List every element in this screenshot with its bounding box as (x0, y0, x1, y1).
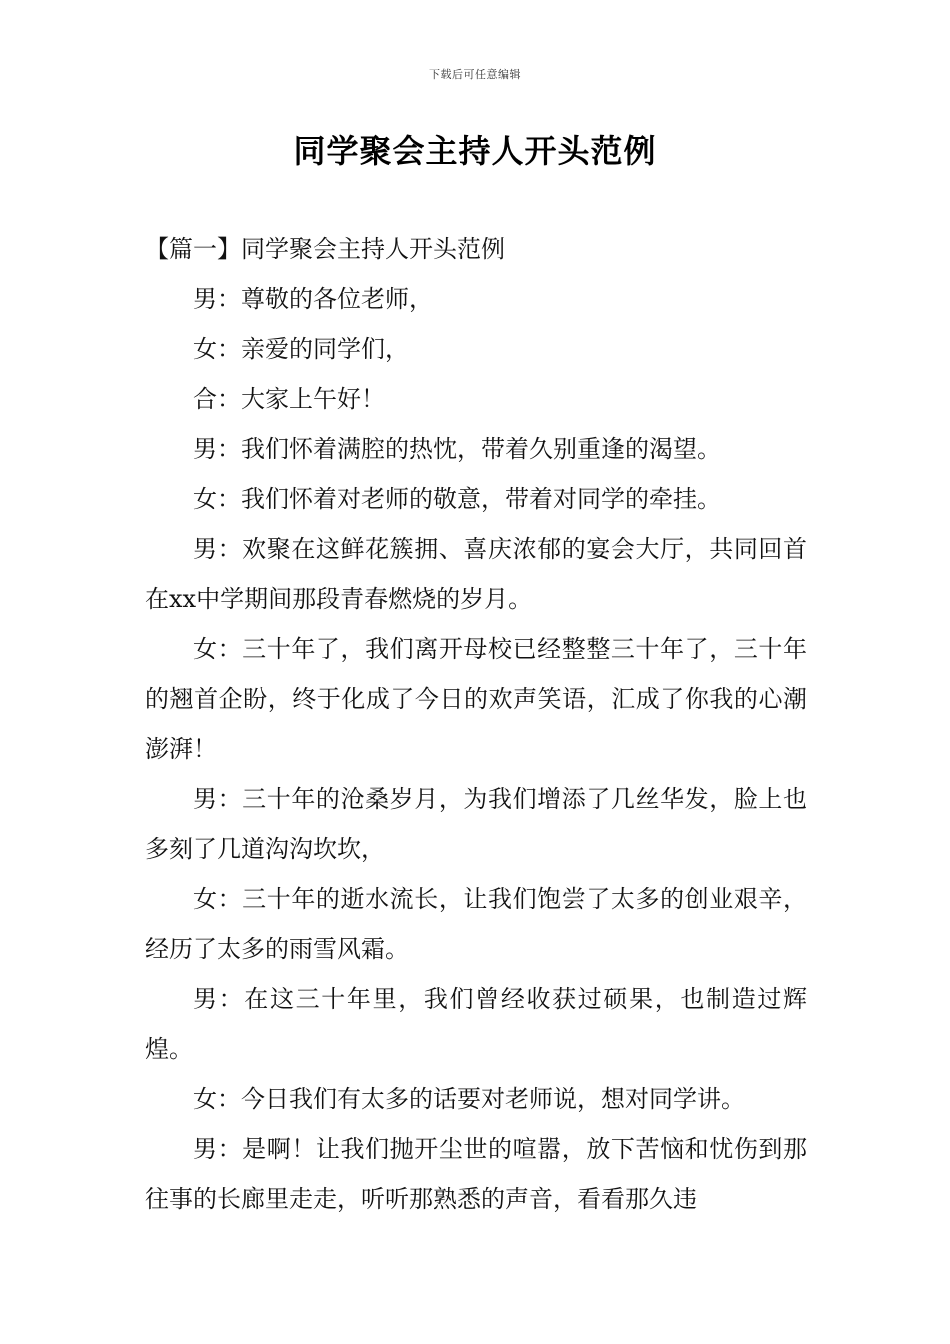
section-heading: 【篇一】同学聚会主持人开头范例 (145, 235, 505, 263)
paragraph-3: 合：大家上午好！ (193, 385, 385, 413)
header-note: 下载后可任意编辑 (429, 68, 521, 81)
paragraph-5: 女：我们怀着对老师的敬意，带着对同学的牵挂。 (193, 485, 721, 513)
paragraph-8: 男：三十年的沧桑岁月，为我们增添了几丝华发，脸上也多刻了几道沟沟坎坎， (145, 785, 807, 863)
document-body (145, 224, 807, 1224)
paragraph-1: 男：尊敬的各位老师， (193, 285, 433, 313)
document-title: 同学聚会主持人开头范例 (293, 132, 657, 170)
paragraph-9: 女：三十年的逝水流长，让我们饱尝了太多的创业艰辛，经历了太多的雨雪风霜。 (145, 885, 807, 963)
paragraph-4: 男：我们怀着满腔的热忱，带着久别重逢的渴望。 (193, 435, 721, 463)
paragraph-7: 女：三十年了，我们离开母校已经整整三十年了，三十年的翘首企盼，终于化成了今日的欢声笑语，汇成了你我的心潮澎湃！ (145, 635, 807, 763)
paragraph-12: 男：是啊！让我们抛开尘世的喧嚣，放下苦恼和忧伤到那往事的长廊里走走，听听那熟悉的声音，看看那久违 (145, 1135, 807, 1213)
paragraph-2: 女：亲爱的同学们， (193, 335, 409, 363)
paragraph-10: 男：在这三十年里，我们曾经收获过硕果，也制造过辉煌。 (145, 985, 807, 1063)
paragraph-11: 女：今日我们有太多的话要对老师说，想对同学讲。 (193, 1085, 745, 1113)
paragraph-6: 男：欢聚在这鲜花簇拥、喜庆浓郁的宴会大厅，共同回首在xx中学期间那段青春燃烧的岁月。 (145, 535, 807, 613)
